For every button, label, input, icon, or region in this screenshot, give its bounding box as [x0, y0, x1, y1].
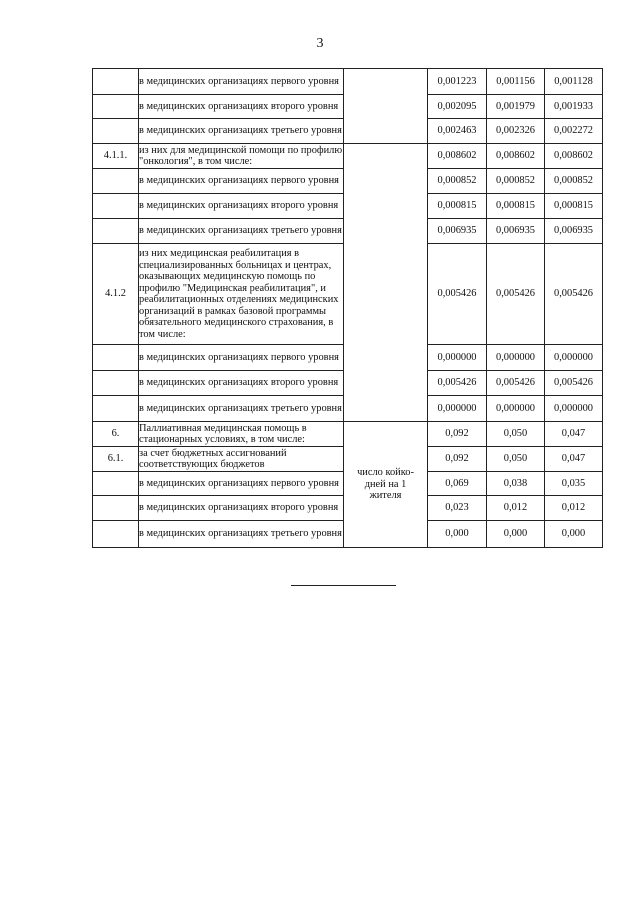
row-description: в медицинских организациях третьего уровня [139, 119, 344, 144]
value-year-3: 0,001128 [545, 69, 603, 95]
row-description: в медицинских организациях второго уровня [139, 194, 344, 219]
row-description: из них медицинская реабилитация в специализированных больницах и центрах, оказывающих медицинскую помощь по профилю "Медицинская реабилитация", и реабилитационных отделениях медицинских организаций в рамках базовой программы обязательного медицинского страхования, в том числе: [139, 244, 344, 345]
value-year-2: 0,050 [487, 422, 545, 447]
row-description: в медицинских организациях первого уровня [139, 69, 344, 95]
row-number [93, 345, 139, 371]
value-year-2: 0,006935 [487, 219, 545, 244]
row-description: за счет бюджетных ассигнований соответствующих бюджетов [139, 447, 344, 472]
value-year-2: 0,000000 [487, 396, 545, 422]
value-year-3: 0,000 [545, 521, 603, 548]
row-number [93, 95, 139, 119]
row-number [93, 472, 139, 496]
value-year-1: 0,006935 [428, 219, 487, 244]
row-description: в медицинских организациях второго уровня [139, 95, 344, 119]
value-year-1: 0,002095 [428, 95, 487, 119]
row-description: Паллиативная медицинская помощь в стационарных условиях, в том числе: [139, 422, 344, 447]
value-year-1: 0,023 [428, 496, 487, 521]
row-number [93, 219, 139, 244]
table-row [93, 422, 603, 447]
row-number [93, 69, 139, 95]
row-description: в медицинских организациях первого уровня [139, 472, 344, 496]
unit-cell [344, 422, 428, 548]
value-year-1: 0,000852 [428, 169, 487, 194]
value-year-1: 0,001223 [428, 69, 487, 95]
row-number [93, 521, 139, 548]
row-description: в медицинских организациях первого уровня [139, 169, 344, 194]
row-number: 4.1.1. [93, 144, 139, 169]
value-year-2: 0,002326 [487, 119, 545, 144]
unit-label: число койко-дней на 1 жителя [357, 467, 414, 502]
value-year-3: 0,000852 [545, 169, 603, 194]
value-year-1: 0,005426 [428, 244, 487, 345]
row-description: в медицинских организациях первого уровня [139, 345, 344, 371]
value-year-1: 0,069 [428, 472, 487, 496]
row-number: 6.1. [93, 447, 139, 472]
value-year-1: 0,000000 [428, 396, 487, 422]
value-year-2: 0,012 [487, 496, 545, 521]
value-year-2: 0,000815 [487, 194, 545, 219]
row-description: в медицинских организациях третьего уровня [139, 521, 344, 548]
value-year-3: 0,000000 [545, 396, 603, 422]
value-year-3: 0,005426 [545, 244, 603, 345]
value-year-3: 0,000815 [545, 194, 603, 219]
row-number [93, 119, 139, 144]
value-year-1: 0,002463 [428, 119, 487, 144]
value-year-2: 0,001156 [487, 69, 545, 95]
value-year-2: 0,038 [487, 472, 545, 496]
value-year-2: 0,001979 [487, 95, 545, 119]
value-year-1: 0,000000 [428, 345, 487, 371]
value-year-3: 0,012 [545, 496, 603, 521]
value-year-2: 0,000852 [487, 169, 545, 194]
value-year-3: 0,002272 [545, 119, 603, 144]
row-number [93, 371, 139, 396]
row-number [93, 169, 139, 194]
value-year-3: 0,047 [545, 447, 603, 472]
value-year-1: 0,000815 [428, 194, 487, 219]
value-year-1: 0,092 [428, 422, 487, 447]
page-number: 3 [316, 36, 324, 51]
unit-cell-empty [344, 144, 428, 422]
row-description: из них для медицинской помощи по профилю "онкология", в том числе: [139, 144, 343, 167]
value-year-2: 0,008602 [487, 144, 545, 169]
value-year-1: 0,092 [428, 447, 487, 472]
row-number: 4.1.2 [93, 244, 139, 345]
value-year-2: 0,050 [487, 447, 545, 472]
value-year-3: 0,008602 [545, 144, 603, 169]
end-of-document-rule [291, 585, 396, 586]
table-row [93, 144, 603, 169]
value-year-3: 0,005426 [545, 371, 603, 396]
value-year-3: 0,000000 [545, 345, 603, 371]
unit-cell-empty [344, 69, 428, 144]
row-description: в медицинских организациях второго уровня [139, 371, 344, 396]
value-year-3: 0,047 [545, 422, 603, 447]
value-year-1: 0,000 [428, 521, 487, 548]
row-description: в медицинских организациях третьего уровня [139, 396, 344, 422]
value-year-3: 0,035 [545, 472, 603, 496]
value-year-2: 0,000 [487, 521, 545, 548]
value-year-2: 0,005426 [487, 244, 545, 345]
row-number: 6. [93, 422, 139, 447]
row-description: в медицинских организациях третьего уровня [139, 219, 344, 244]
row-description: в медицинских организациях второго уровня [139, 496, 344, 521]
row-number [93, 496, 139, 521]
value-year-1: 0,005426 [428, 371, 487, 396]
row-number [93, 396, 139, 422]
value-year-2: 0,005426 [487, 371, 545, 396]
indicator-table [92, 68, 603, 548]
value-year-1: 0,008602 [428, 144, 487, 169]
value-year-3: 0,001933 [545, 95, 603, 119]
value-year-3: 0,006935 [545, 219, 603, 244]
row-number [93, 194, 139, 219]
table-row [93, 69, 603, 95]
value-year-2: 0,000000 [487, 345, 545, 371]
